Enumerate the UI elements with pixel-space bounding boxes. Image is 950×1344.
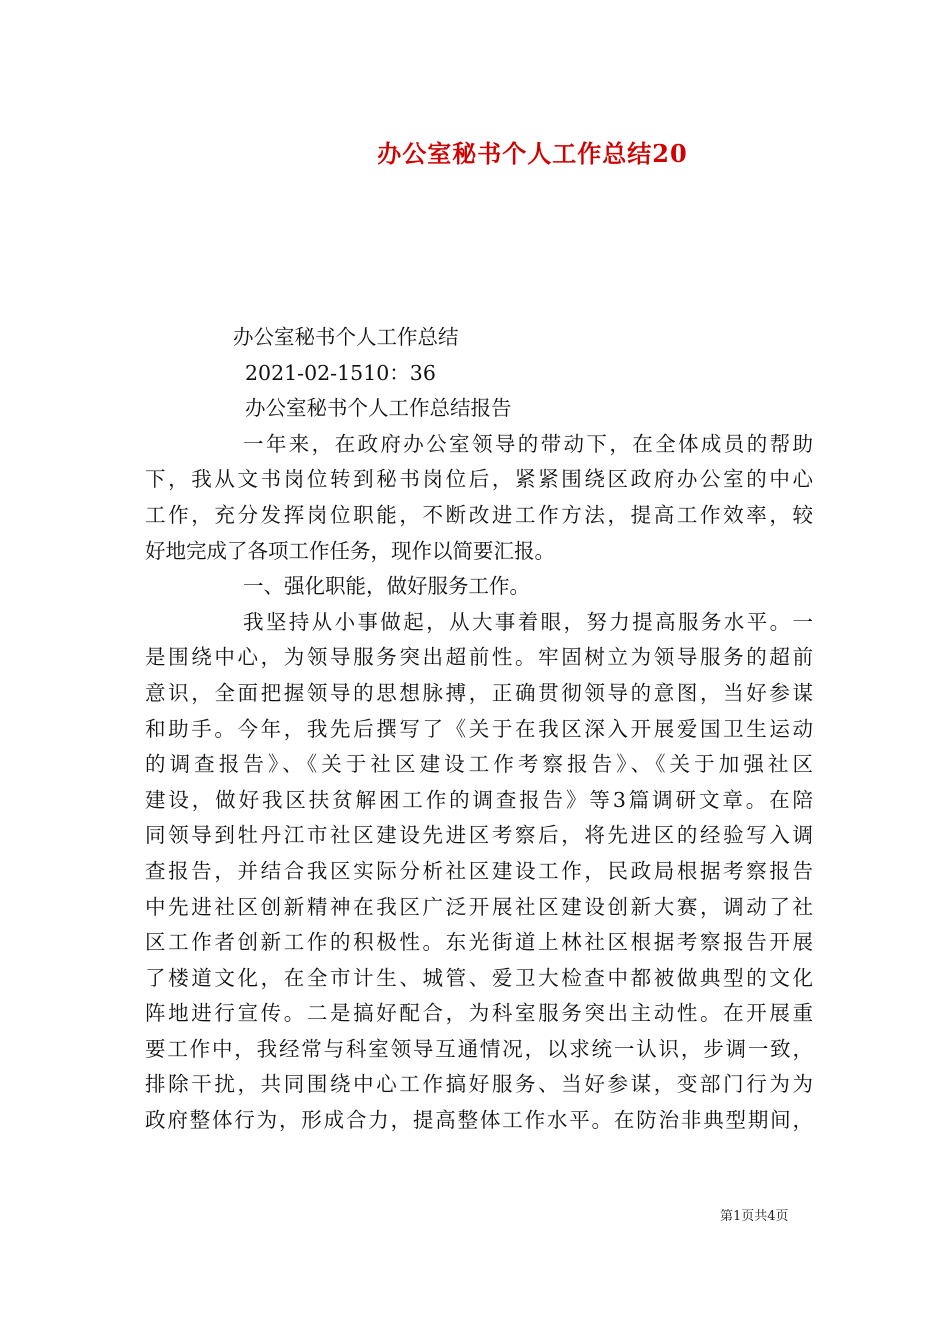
document-body [145, 320, 813, 1139]
paragraph-line: 好地完成了各项工作任务，现作以简要汇报。 [145, 538, 555, 563]
paragraph-2 [145, 605, 813, 1139]
paragraph-line: 排除干扰，共同围绕中心工作搞好服务、当好参谋，变部门行为为 [145, 1072, 813, 1097]
paragraph-line: 中先进社区创新精神在我区广泛开展社区建设创新大赛，调动了社 [145, 894, 813, 919]
paragraph-line: 区工作者创新工作的积极性。东光街道上林社区根据考察报告开展 [145, 930, 813, 955]
paragraph-line: 意识，全面把握领导的思想脉搏，正确贯彻领导的意图，当好参谋 [145, 680, 813, 705]
paragraph-line: 工作，充分发挥岗位职能，不断改进工作方法，提高工作效率，较 [145, 502, 813, 527]
paragraph-line: 了楼道文化，在全市计生、城管、爱卫大检查中都被做典型的文化 [145, 965, 813, 990]
section-heading: 一、强化职能，做好服务工作。 [243, 574, 530, 599]
date: 2021-02-1510：36 [245, 360, 436, 385]
paragraph-line: 查报告，并结合我区实际分析社区建设工作，民政局根据考察报告 [145, 858, 813, 883]
paragraph-line: 和助手。今年，我先后撰写了《关于在我区深入开展爱国卫生运动 [145, 716, 813, 741]
paragraph-line: 要工作中，我经常与科室领导互通情况，以求统一认识，步调一致， [145, 1036, 813, 1061]
document-title: 办公室秘书个人工作总结20 [377, 139, 688, 168]
paragraph-line: 下，我从文书岗位转到秘书岗位后，紧紧围绕区政府办公室的中心 [145, 467, 813, 492]
subheading: 办公室秘书个人工作总结报告 [245, 396, 512, 421]
page-number: 第1页共4页 [720, 1209, 789, 1224]
paragraph-line: 一年来，在政府办公室领导的带动下，在全体成员的帮助 [243, 431, 813, 456]
paragraph-1 [145, 427, 813, 569]
paragraph-line: 的调查报告》、《关于社区建设工作考察报告》、《关于加强社区 [145, 752, 813, 777]
paragraph-line: 我坚持从小事做起，从大事着眼，努力提高服务水平。一 [243, 609, 813, 634]
heading: 办公室秘书个人工作总结 [233, 325, 459, 349]
paragraph-line: 政府整体行为，形成合力，提高整体工作水平。在防治非典型期间， [145, 1108, 813, 1133]
paragraph-line: 同领导到牡丹江市社区建设先进区考察后，将先进区的经验写入调 [145, 823, 813, 848]
paragraph-line: 建设，做好我区扶贫解困工作的调查报告》等3篇调研文章。在陪 [145, 787, 813, 812]
paragraph-line: 阵地进行宣传。二是搞好配合，为科室服务突出主动性。在开展重 [145, 1001, 813, 1026]
paragraph-line: 是围绕中心，为领导服务突出超前性。牢固树立为领导服务的超前 [145, 645, 813, 670]
